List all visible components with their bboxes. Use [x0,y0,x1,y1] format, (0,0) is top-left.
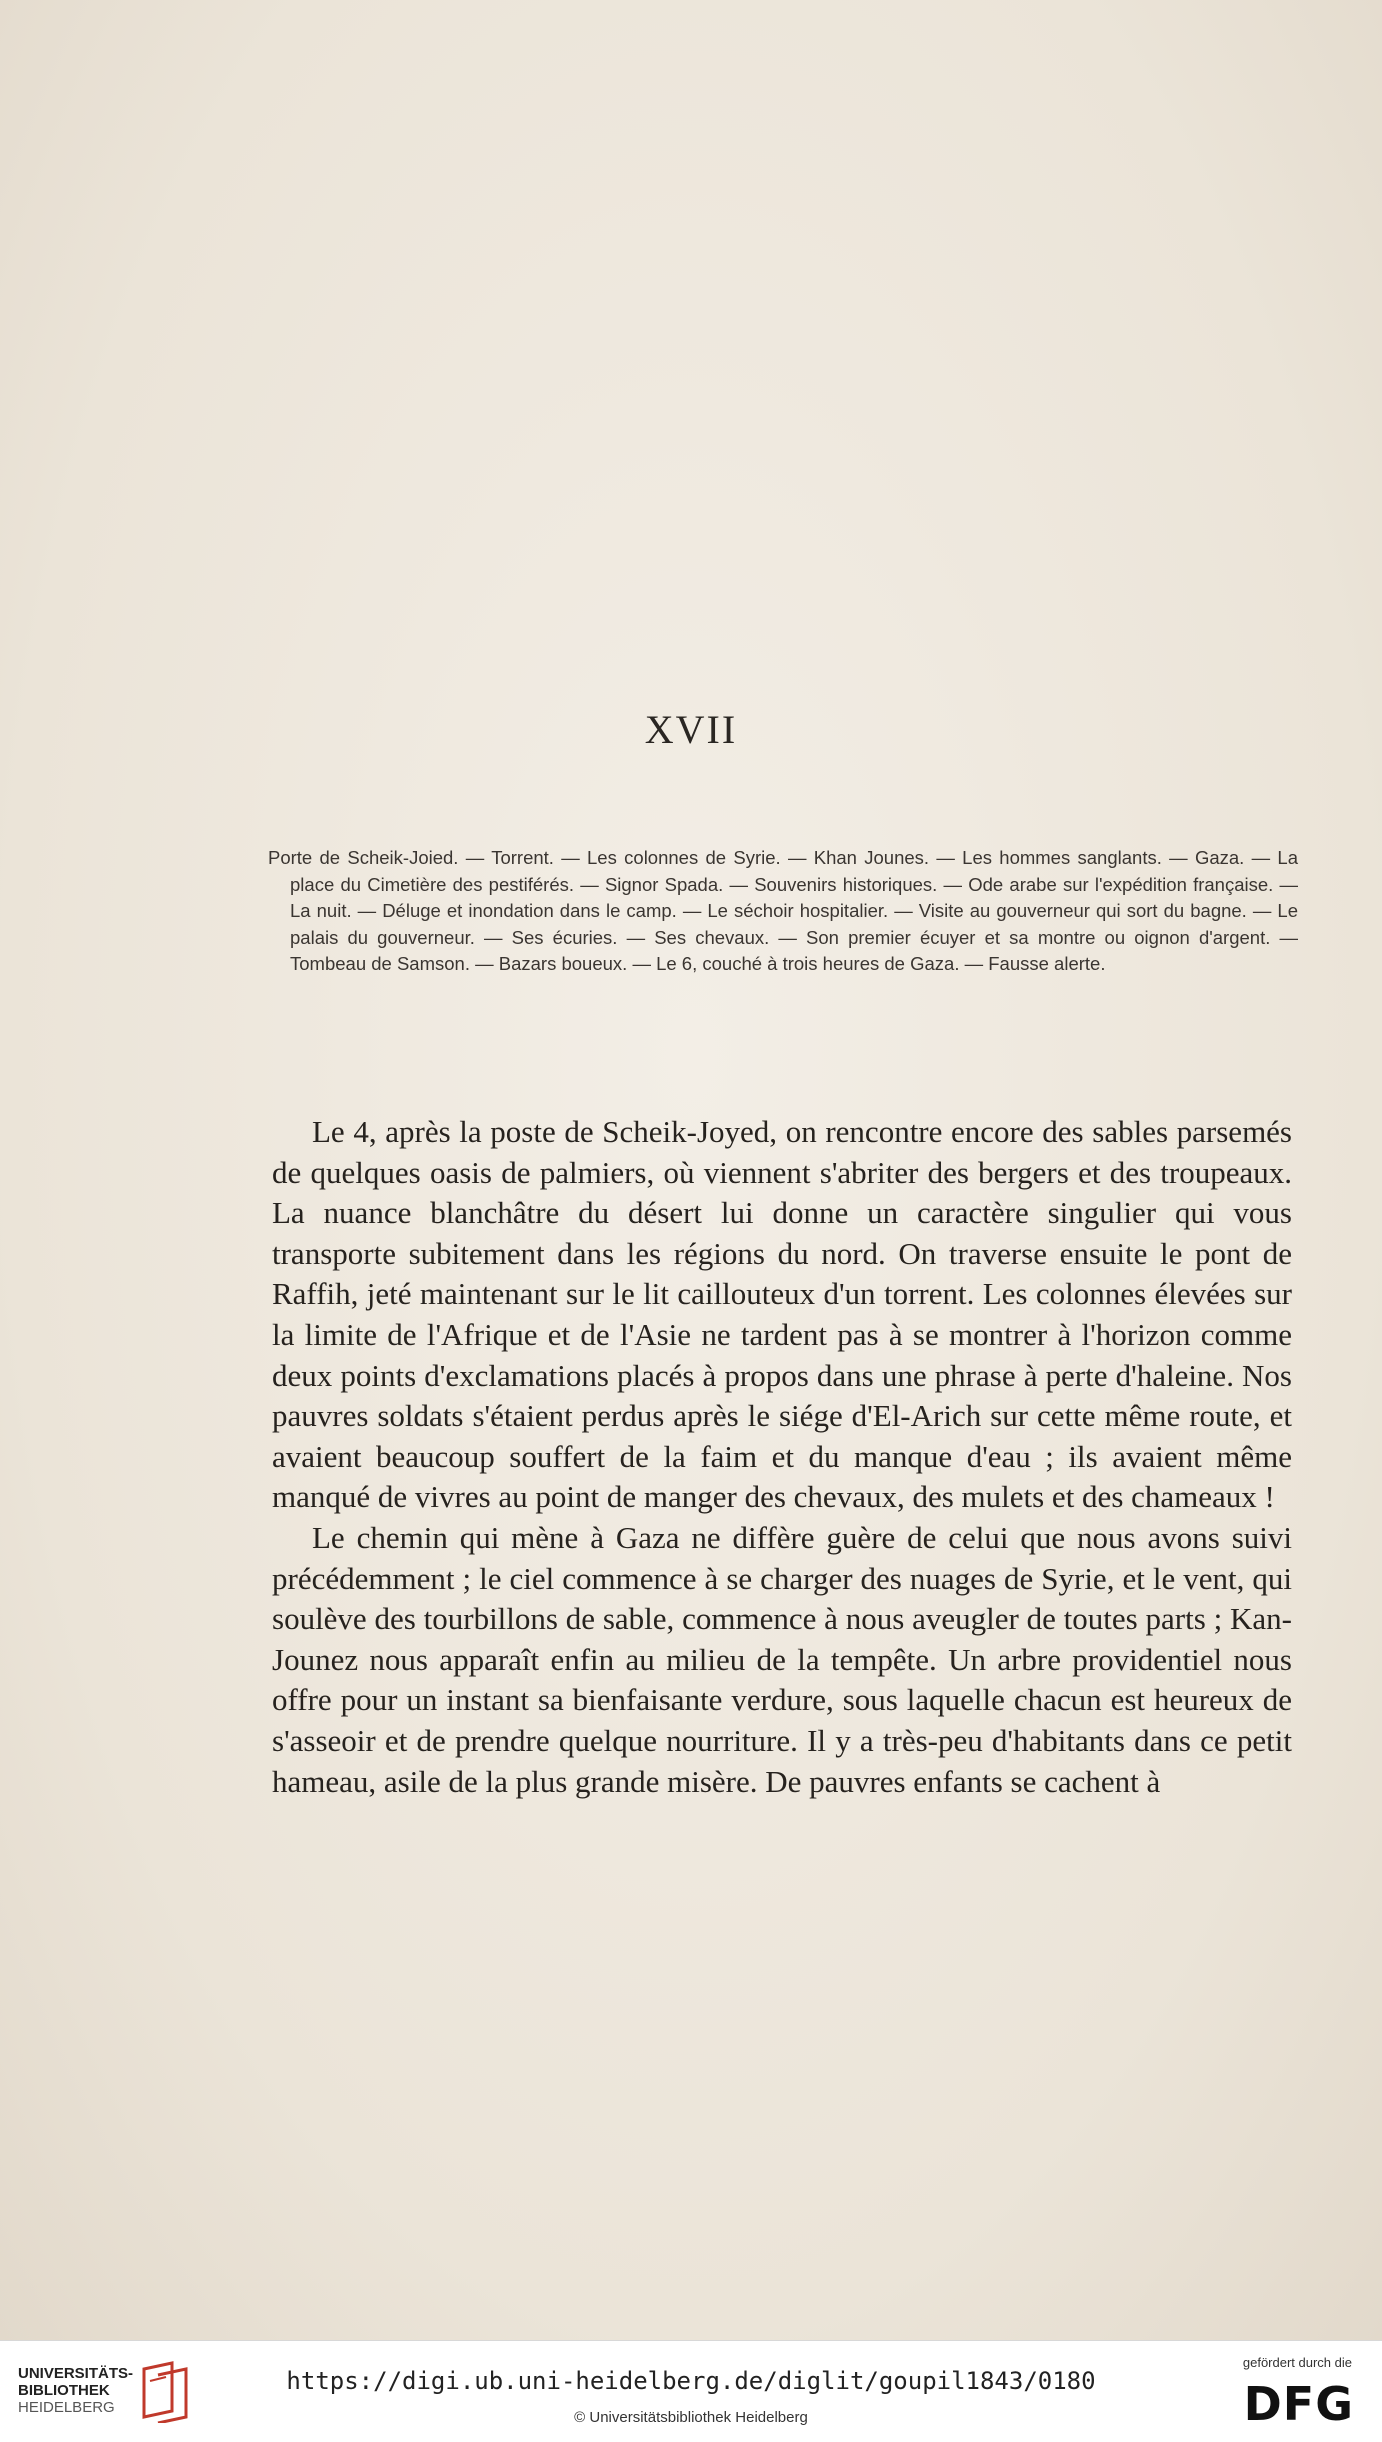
body-paragraph-2: Le chemin qui mène à Gaza ne diffère guère de celui que nous avons suivi précédemment ; le ciel commence à se charger des nuages de Syrie, et le vent, qui soulève des tourbillons de sable, commence à nous aveugler de toutes parts ; Kan-Jounez nous apparaît enfin au milieu de la tempête. Un arbre providentiel nous offre pour un instant sa bienfaisante verdure, sous laquelle chacun est heureux de s'asseoir et de prendre quelque nourriture. Il y a très-peu d'habitants dans ce petit hameau, asile de la plus grande misère. De pauvres enfants se cachent à [272,1519,1292,1799]
library-name-line1: UNIVERSITÄTS- [18,2365,134,2382]
dfg-logo[interactable]: DFG [1243,2377,1354,2431]
copyright-text: © Universitätsbibliothek Heidelberg [574,2409,808,2426]
chapter-number: XVII [644,707,738,752]
page-url-link[interactable]: https://digi.ub.uni-heidelberg.de/diglit/goupil1843/0180 [286,2367,1096,2395]
summary-text: Porte de Scheik-Joied. — Torrent. — Les colonnes de Syrie. — Khan Jounes. — Les hommes sanglants. — Gaza. — La place du Cimetière des pestiférés. — Signor Spada. — Souvenirs historiques. — Ode arabe sur l'expédition française. — La nuit. — Déluge et inondation dans le camp. — Le séchoir hospitalier. — Visite au gouverneur qui sort du bagne. — Le palais du gouverneur. — Ses écuries. — Ses chevaux. — Son premier écuyer et sa montre ou oignon d'argent. — Tombeau de Samson. — Bazars boueux. — Le 6, couché à trois heures de Gaza. — Fausse alerte. [268,847,1298,974]
viewer-footer [0,2340,1382,2442]
body-text [272,1112,1292,1802]
funded-by-label: gefördert durch die [1242,2355,1352,2370]
library-name-line2: BIBLIOTHEK [18,2382,110,2399]
body-paragraph-1: Le 4, après la poste de Scheik-Joyed, on rencontre encore des sables parsemés de quelques oasis de palmiers, où viennent s'abriter des bergers et des troupeaux. La nuance blanchâtre du désert lui donne un caractère singulier qui vous transporte subitement dans les régions du nord. On traverse ensuite le pont de Raffih, jeté maintenant sur le lit caillouteux d'un torrent. Les colonnes élevées sur la limite de l'Afrique et de l'Asie ne tardent pas à se montrer à l'horizon comme deux points d'exclamations placés à propos dans une phrase à perte d'haleine. Nos pauvres soldats s'étaient perdus après le siége d'El-Arich sur cette même route, et avaient beaucoup souffert de la faim et du manque d'eau ; ils avaient même manqué de vivres au point de manger des chevaux, des mulets et des chameaux ! [272,1114,1292,1515]
chapter-summary [268,845,1298,978]
library-name-line3: HEIDELBERG [18,2399,115,2416]
